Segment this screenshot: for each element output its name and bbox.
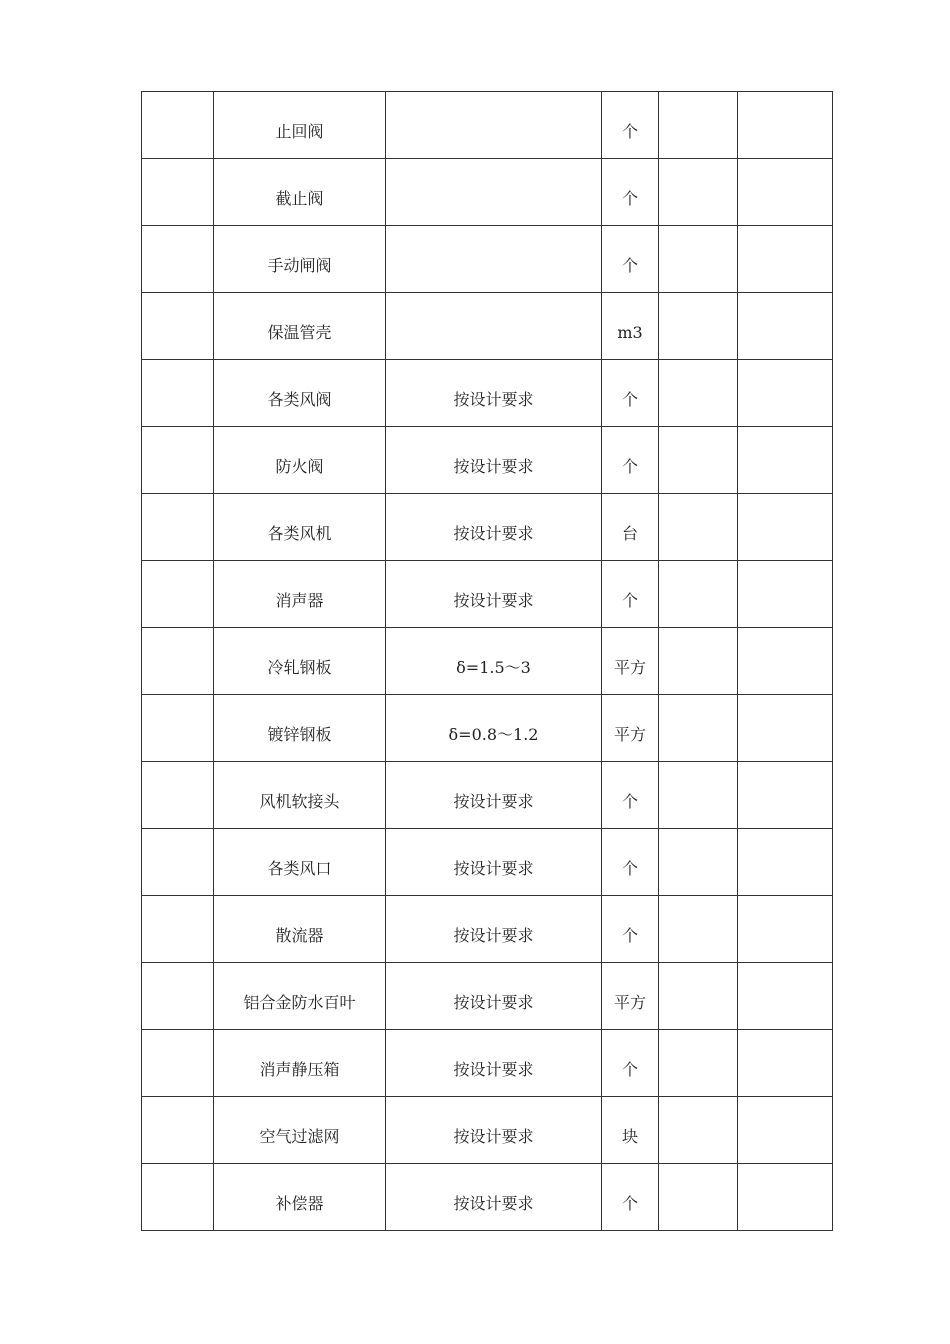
table-row <box>142 494 833 561</box>
table-row <box>142 226 833 293</box>
unit-cell <box>602 1097 659 1164</box>
index-cell <box>142 1164 214 1231</box>
spec-cell <box>386 1097 602 1164</box>
quantity-cell <box>659 494 738 561</box>
unit-cell <box>602 695 659 762</box>
name-cell <box>214 1097 386 1164</box>
remark-cell <box>738 762 833 829</box>
name-cell <box>214 159 386 226</box>
item-unit: 个 <box>621 256 638 276</box>
spec-cell <box>386 92 602 159</box>
name-cell <box>214 695 386 762</box>
item-name: 各类风口 <box>267 859 332 879</box>
spec-cell <box>386 226 602 293</box>
unit-cell <box>602 829 659 896</box>
item-name: 防火阀 <box>275 457 324 477</box>
item-name: 消声静压箱 <box>259 1060 340 1080</box>
remark-cell <box>738 1097 833 1164</box>
unit-cell <box>602 293 659 360</box>
item-unit: m3 <box>617 323 643 343</box>
table-row <box>142 159 833 226</box>
remark-cell <box>738 92 833 159</box>
spec-cell <box>386 494 602 561</box>
remark-cell <box>738 226 833 293</box>
item-unit: 个 <box>621 1060 638 1080</box>
table-row <box>142 829 833 896</box>
spec-cell <box>386 360 602 427</box>
index-cell <box>142 1097 214 1164</box>
table-row <box>142 1097 833 1164</box>
item-spec: 按设计要求 <box>453 1194 534 1214</box>
remark-cell <box>738 293 833 360</box>
name-cell <box>214 1164 386 1231</box>
index-cell <box>142 829 214 896</box>
name-cell <box>214 293 386 360</box>
item-name: 镀锌钢板 <box>267 725 332 745</box>
spec-cell <box>386 427 602 494</box>
remark-cell <box>738 159 833 226</box>
remark-cell <box>738 695 833 762</box>
table-row <box>142 293 833 360</box>
unit-cell <box>602 360 659 427</box>
table-row <box>142 628 833 695</box>
index-cell <box>142 695 214 762</box>
quantity-cell <box>659 561 738 628</box>
index-cell <box>142 494 214 561</box>
item-spec: 按设计要求 <box>453 926 534 946</box>
spec-cell <box>386 293 602 360</box>
remark-cell <box>738 896 833 963</box>
item-name: 消声器 <box>275 591 324 611</box>
table-row <box>142 360 833 427</box>
name-cell <box>214 226 386 293</box>
unit-cell <box>602 963 659 1030</box>
index-cell <box>142 561 214 628</box>
table-row <box>142 963 833 1030</box>
item-unit: 个 <box>621 926 638 946</box>
name-cell <box>214 1030 386 1097</box>
quantity-cell <box>659 1097 738 1164</box>
quantity-cell <box>659 963 738 1030</box>
item-unit: 平方 <box>613 658 646 678</box>
item-unit: 台 <box>621 524 638 544</box>
quantity-cell <box>659 695 738 762</box>
table-row <box>142 427 833 494</box>
item-name: 散流器 <box>275 926 324 946</box>
item-unit: 个 <box>621 792 638 812</box>
item-name: 补偿器 <box>275 1194 324 1214</box>
table-row <box>142 695 833 762</box>
remark-cell <box>738 628 833 695</box>
remark-cell <box>738 1164 833 1231</box>
item-spec: 按设计要求 <box>453 524 534 544</box>
index-cell <box>142 896 214 963</box>
unit-cell <box>602 92 659 159</box>
unit-cell <box>602 1030 659 1097</box>
index-cell <box>142 1030 214 1097</box>
name-cell <box>214 896 386 963</box>
unit-cell <box>602 628 659 695</box>
quantity-cell <box>659 762 738 829</box>
name-cell <box>214 963 386 1030</box>
name-cell <box>214 628 386 695</box>
item-name: 冷轧钢板 <box>267 658 332 678</box>
unit-cell <box>602 159 659 226</box>
index-cell <box>142 963 214 1030</box>
table-row <box>142 92 833 159</box>
item-name: 手动闸阀 <box>267 256 332 276</box>
unit-cell <box>602 427 659 494</box>
materials-table <box>141 91 833 1231</box>
item-name: 风机软接头 <box>259 792 340 812</box>
item-name: 止回阀 <box>275 122 324 142</box>
item-unit: 个 <box>621 457 638 477</box>
quantity-cell <box>659 628 738 695</box>
item-spec: 按设计要求 <box>453 390 534 410</box>
unit-cell <box>602 896 659 963</box>
remark-cell <box>738 829 833 896</box>
index-cell <box>142 360 214 427</box>
materials-table-body <box>142 92 833 1231</box>
index-cell <box>142 762 214 829</box>
item-unit: 个 <box>621 591 638 611</box>
spec-cell <box>386 1164 602 1231</box>
item-spec: 按设计要求 <box>453 792 534 812</box>
spec-cell <box>386 159 602 226</box>
item-unit: 个 <box>621 189 638 209</box>
remark-cell <box>738 963 833 1030</box>
item-unit: 平方 <box>613 993 646 1013</box>
item-unit: 平方 <box>613 725 646 745</box>
spec-cell <box>386 1030 602 1097</box>
item-spec: 按设计要求 <box>453 591 534 611</box>
name-cell <box>214 360 386 427</box>
quantity-cell <box>659 829 738 896</box>
item-unit: 个 <box>621 1194 638 1214</box>
spec-cell <box>386 762 602 829</box>
remark-cell <box>738 494 833 561</box>
remark-cell <box>738 360 833 427</box>
item-spec: 按设计要求 <box>453 993 534 1013</box>
item-spec: 按设计要求 <box>453 457 534 477</box>
item-name: 各类风阀 <box>267 390 332 410</box>
spec-cell <box>386 695 602 762</box>
unit-cell <box>602 561 659 628</box>
remark-cell <box>738 561 833 628</box>
quantity-cell <box>659 427 738 494</box>
spec-cell <box>386 829 602 896</box>
index-cell <box>142 159 214 226</box>
spec-cell <box>386 628 602 695</box>
item-name: 保温管壳 <box>267 323 332 343</box>
table-row <box>142 762 833 829</box>
table-row <box>142 896 833 963</box>
item-unit: 个 <box>621 390 638 410</box>
item-spec: δ=1.5～3 <box>456 658 531 678</box>
quantity-cell <box>659 360 738 427</box>
unit-cell <box>602 226 659 293</box>
index-cell <box>142 226 214 293</box>
spec-cell <box>386 963 602 1030</box>
quantity-cell <box>659 1030 738 1097</box>
item-name: 截止阀 <box>275 189 324 209</box>
name-cell <box>214 427 386 494</box>
item-name: 各类风机 <box>267 524 332 544</box>
name-cell <box>214 561 386 628</box>
item-spec: δ=0.8～1.2 <box>448 725 539 745</box>
quantity-cell <box>659 896 738 963</box>
name-cell <box>214 92 386 159</box>
quantity-cell <box>659 1164 738 1231</box>
quantity-cell <box>659 92 738 159</box>
unit-cell <box>602 1164 659 1231</box>
quantity-cell <box>659 226 738 293</box>
item-unit: 个 <box>621 859 638 879</box>
index-cell <box>142 427 214 494</box>
remark-cell <box>738 1030 833 1097</box>
spec-cell <box>386 561 602 628</box>
table-row <box>142 1030 833 1097</box>
unit-cell <box>602 762 659 829</box>
index-cell <box>142 293 214 360</box>
quantity-cell <box>659 293 738 360</box>
item-name: 铝合金防水百叶 <box>243 993 356 1013</box>
item-spec: 按设计要求 <box>453 859 534 879</box>
name-cell <box>214 829 386 896</box>
table-row <box>142 561 833 628</box>
quantity-cell <box>659 159 738 226</box>
name-cell <box>214 762 386 829</box>
remark-cell <box>738 427 833 494</box>
item-spec: 按设计要求 <box>453 1060 534 1080</box>
item-unit: 块 <box>621 1127 638 1147</box>
unit-cell <box>602 494 659 561</box>
item-unit: 个 <box>621 122 638 142</box>
index-cell <box>142 628 214 695</box>
table-row <box>142 1164 833 1231</box>
index-cell <box>142 92 214 159</box>
name-cell <box>214 494 386 561</box>
item-name: 空气过滤网 <box>259 1127 340 1147</box>
item-spec: 按设计要求 <box>453 1127 534 1147</box>
spec-cell <box>386 896 602 963</box>
